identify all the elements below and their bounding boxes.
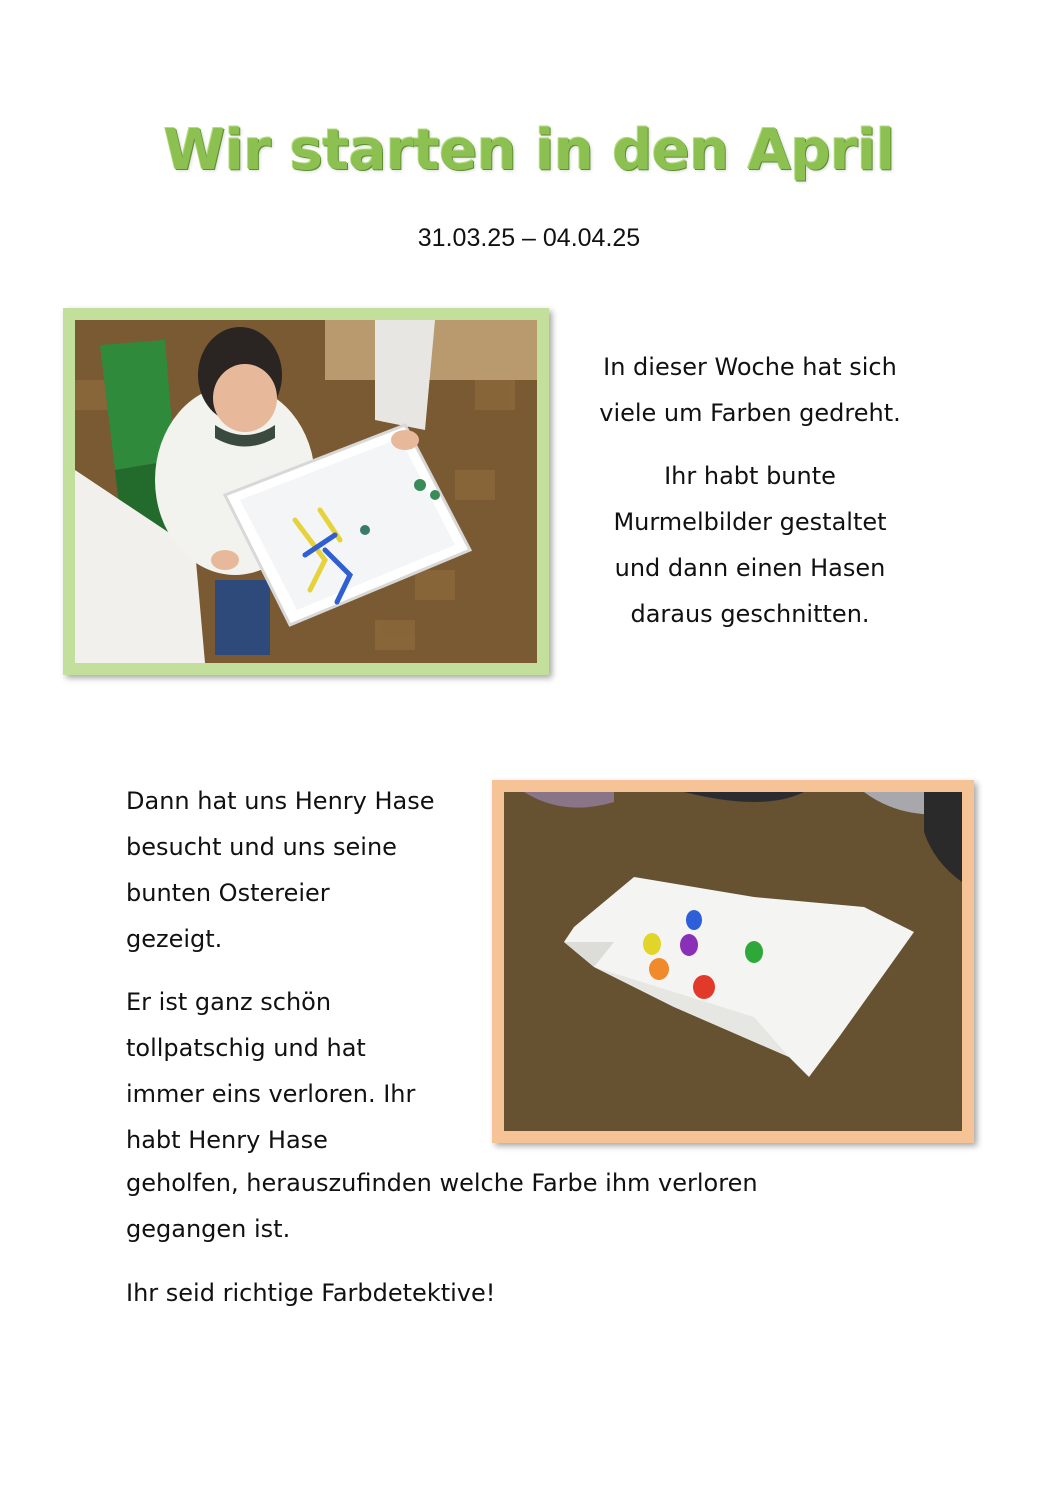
intro-paragraph-1 — [565, 344, 935, 436]
intro-paragraph-2 — [565, 453, 935, 637]
intro-text-block — [565, 344, 935, 637]
text-line: In dieser Woche hat sich — [603, 353, 897, 381]
story-paragraph-2 — [126, 979, 471, 1163]
text-line: Dann hat uns Henry Hase — [126, 787, 435, 815]
text-line: tollpatschig und hat — [126, 1034, 366, 1062]
easter-eggs-image — [504, 792, 962, 1131]
text-line: daraus geschnitten. — [630, 600, 870, 628]
photo-easter-eggs — [492, 780, 974, 1143]
text-line: gezeigt. — [126, 925, 223, 953]
date-range: 31.03.25 – 04.04.25 — [417, 224, 641, 252]
closing-line: Ihr seid richtige Farbdetektive! — [126, 1279, 496, 1307]
text-line: habt Henry Hase — [126, 1126, 328, 1154]
text-line: immer eins verloren. Ihr — [126, 1080, 416, 1108]
story-text-block — [126, 778, 471, 1163]
text-line: und dann einen Hasen — [614, 554, 886, 582]
text-line: bunten Ostereier — [126, 879, 330, 907]
photo-marble-painting — [63, 308, 549, 675]
text-line: besucht und uns seine — [126, 833, 397, 861]
text-line: Murmelbilder gestaltet — [613, 508, 887, 536]
story-continued-line-1: geholfen, herauszufinden welche Farbe ihm verloren — [126, 1169, 758, 1197]
text-line: viele um Farben gedreht. — [599, 399, 901, 427]
page-title: Wir starten in den April — [163, 118, 895, 183]
text-line: Er ist ganz schön — [126, 988, 332, 1016]
text-line: Ihr habt bunte — [664, 462, 836, 490]
marble-painting-image — [75, 320, 537, 663]
story-continued-line-2: gegangen ist. — [126, 1215, 291, 1243]
story-paragraph-1 — [126, 778, 471, 962]
